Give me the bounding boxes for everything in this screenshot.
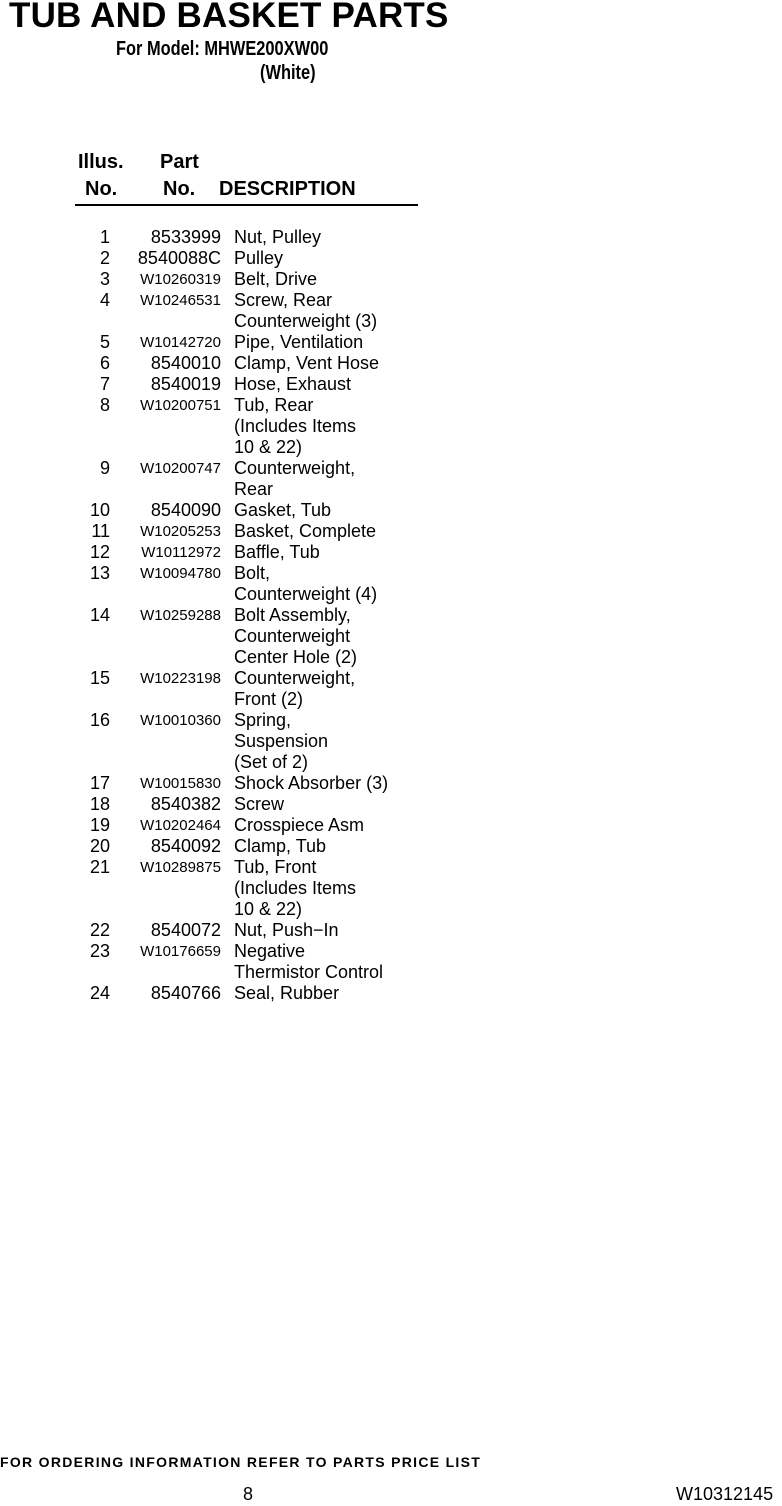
- column-header-part-line2: No.: [163, 178, 196, 200]
- part-number: W10200747: [140, 460, 221, 477]
- part-number: 8540072: [150, 920, 221, 940]
- illus-number: 13: [89, 563, 110, 583]
- column-header-part-line1: Part: [160, 151, 199, 173]
- part-row: [0, 458, 782, 500]
- illus-number: 24: [89, 983, 110, 1003]
- illus-number: 7: [99, 374, 110, 394]
- part-number: 8540382: [150, 794, 221, 814]
- page-number: 8: [243, 1484, 254, 1504]
- part-number: 8540090: [150, 500, 221, 520]
- part-number: W10205253: [140, 523, 221, 540]
- illus-number: 21: [89, 857, 110, 877]
- part-description: Nut, Push−In: [234, 920, 339, 940]
- part-description: Tub, Front (Includes Items 10 & 22): [234, 857, 357, 919]
- part-row: [0, 794, 782, 815]
- part-number: 8540766: [150, 983, 221, 1003]
- part-number: W10010360: [140, 712, 221, 729]
- part-description: Tub, Rear (Includes Items 10 & 22): [234, 395, 357, 457]
- part-row: [0, 605, 782, 668]
- part-row: [0, 920, 782, 941]
- part-row: [0, 710, 782, 773]
- part-row: [0, 248, 782, 269]
- part-description: Belt, Drive: [234, 269, 318, 289]
- illus-number: 17: [89, 773, 110, 793]
- part-number: 8540092: [150, 836, 221, 856]
- illus-number: 12: [89, 542, 110, 562]
- part-row: [0, 500, 782, 521]
- part-description: Pipe, Ventilation: [234, 332, 364, 352]
- part-number: W10176659: [140, 943, 221, 960]
- part-row: [0, 563, 782, 605]
- ordering-note: FOR ORDERING INFORMATION REFER TO PARTS PRICE LIST: [0, 1454, 482, 1470]
- illus-number: 18: [89, 794, 110, 814]
- part-number: W10259288: [140, 607, 221, 624]
- color-subtitle: (White): [260, 62, 316, 84]
- part-description: Seal, Rubber: [234, 983, 340, 1003]
- illus-number: 20: [89, 836, 110, 856]
- part-number: 8533999: [150, 227, 221, 247]
- part-row: [0, 815, 782, 836]
- column-header-description: DESCRIPTION: [219, 178, 356, 200]
- part-description: Nut, Pulley: [234, 227, 322, 247]
- part-row: [0, 227, 782, 248]
- part-description: Negative Thermistor Control: [234, 941, 384, 982]
- model-subtitle: For Model: MHWE200XW00: [116, 38, 329, 60]
- illus-number: 8: [99, 395, 110, 415]
- part-number: W10202464: [140, 817, 221, 834]
- illus-number: 10: [89, 500, 110, 520]
- part-number: W10200751: [140, 397, 221, 414]
- part-row: [0, 836, 782, 857]
- part-description: Pulley: [234, 248, 284, 268]
- part-row: [0, 521, 782, 542]
- illus-number: 1: [99, 227, 110, 247]
- column-header-illus-line2: No.: [85, 178, 118, 200]
- part-description: Gasket, Tub: [234, 500, 332, 520]
- part-description: Counterweight, Rear: [234, 458, 356, 499]
- illus-number: 2: [99, 248, 110, 268]
- part-description: Counterweight, Front (2): [234, 668, 356, 709]
- part-number: 8540010: [150, 353, 221, 373]
- illus-number: 4: [99, 290, 110, 310]
- part-number: W10223198: [140, 670, 221, 687]
- part-number: 8540088C: [137, 248, 221, 268]
- part-row: [0, 773, 782, 794]
- illus-number: 3: [99, 269, 110, 289]
- part-row: [0, 290, 782, 332]
- part-description: Baffle, Tub: [234, 542, 320, 562]
- part-description: Clamp, Tub: [234, 836, 327, 856]
- part-description: Screw: [234, 794, 285, 814]
- part-row: [0, 374, 782, 395]
- illus-number: 6: [99, 353, 110, 373]
- part-description: Shock Absorber (3): [234, 773, 389, 793]
- illus-number: 9: [99, 458, 110, 478]
- part-row: [0, 542, 782, 563]
- part-description: Hose, Exhaust: [234, 374, 352, 394]
- part-row: [0, 353, 782, 374]
- part-number: W10112972: [141, 544, 221, 561]
- part-row: [0, 983, 782, 1004]
- part-number: W10289875: [140, 859, 221, 876]
- part-row: [0, 395, 782, 458]
- column-header-illus-line1: Illus.: [78, 151, 124, 173]
- part-row: [0, 668, 782, 710]
- document-number: W10312145: [676, 1484, 774, 1504]
- part-description: Screw, Rear Counterweight (3): [234, 290, 378, 331]
- part-description: Crosspiece Asm: [234, 815, 365, 835]
- illus-number: 22: [89, 920, 110, 940]
- illus-number: 23: [89, 941, 110, 961]
- part-description: Bolt, Counterweight (4): [234, 563, 378, 604]
- part-description: Basket, Complete: [234, 521, 377, 541]
- part-number: 8540019: [150, 374, 221, 394]
- part-number: W10142720: [140, 334, 221, 351]
- header-divider: [75, 204, 418, 206]
- part-row: [0, 941, 782, 983]
- part-description: Bolt Assembly, Counterweight Center Hole (2): [234, 605, 358, 667]
- part-row: [0, 269, 782, 290]
- part-number: W10260319: [140, 271, 221, 288]
- illus-number: 15: [89, 668, 110, 688]
- part-number: W10094780: [140, 565, 221, 582]
- page-title: TUB AND BASKET PARTS: [9, 0, 449, 35]
- part-number: W10015830: [140, 775, 221, 792]
- part-description: Spring, Suspension (Set of 2): [234, 710, 329, 772]
- part-row: [0, 857, 782, 920]
- part-description: Clamp, Vent Hose: [234, 353, 380, 373]
- illus-number: 14: [89, 605, 110, 625]
- illus-number: 5: [99, 332, 110, 352]
- illus-number: 11: [91, 521, 110, 541]
- illus-number: 16: [89, 710, 110, 730]
- part-row: [0, 332, 782, 353]
- parts-list: [0, 227, 782, 1004]
- illus-number: 19: [89, 815, 110, 835]
- part-number: W10246531: [140, 292, 221, 309]
